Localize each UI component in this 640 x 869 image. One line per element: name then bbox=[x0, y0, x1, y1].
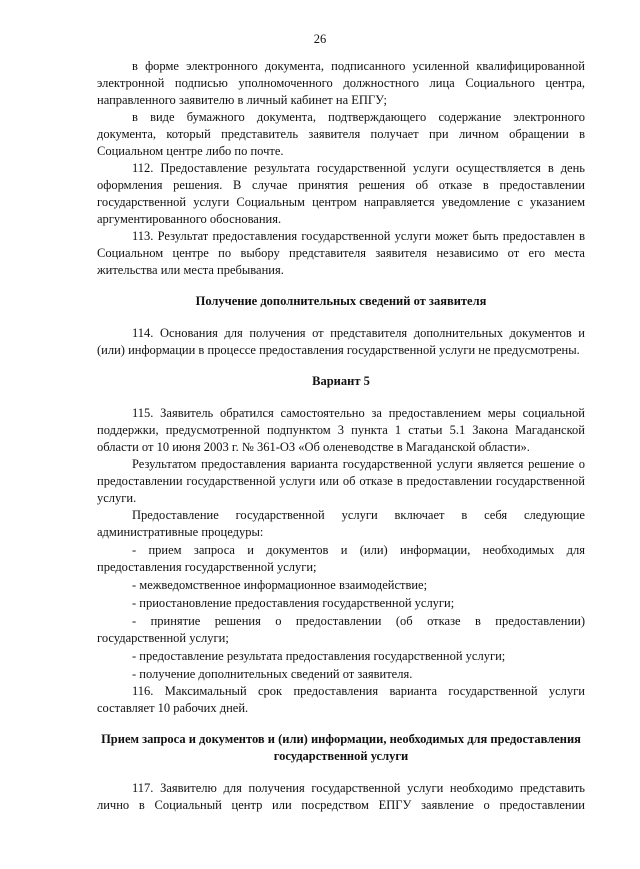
section-heading-request-intake: Прием запроса и документов и (или) информации, необходимых для предоставления государственной услуги bbox=[101, 732, 581, 763]
section-heading-additional-info: Получение дополнительных сведений от заявителя bbox=[195, 294, 487, 308]
document-body bbox=[97, 58, 585, 814]
section-heading-variant-5: Вариант 5 bbox=[312, 374, 370, 388]
list-item: - предоставление результата предоставления государственной услуги; bbox=[132, 649, 506, 663]
paragraph-115: 115. Заявитель обратился самостоятельно за предоставлением меры социальной поддержки, предусмотренной подпунктом 3 пункта 1 статьи 5.1 Закона Магаданской области от 10 июня 2003 г. № 361-ОЗ «Об оленеводстве в Магаданской области». bbox=[97, 406, 585, 454]
paragraph-116: 116. Максимальный срок предоставления варианта государственной услуги составляет 10 рабочих дней. bbox=[97, 684, 585, 715]
paragraph-112: 112. Предоставление результата государственной услуги осуществляется в день оформления решения. В случае принятия решения об отказе в предоставлении государственной услуги Социальным центром направляется уведомление с указанием аргументированного обоснования. bbox=[97, 161, 585, 226]
list-item: - получение дополнительных сведений от заявителя. bbox=[132, 667, 413, 681]
paragraph-result: Результатом предоставления варианта государственной услуги является решение о предоставлении государственной услуги или об отказе в предоставлении государственной услуги. bbox=[97, 457, 585, 505]
list-item: - принятие решения о предоставлении (об отказе в предоставлении) государственной услуги; bbox=[97, 614, 585, 645]
list-item: - межведомственное информационное взаимодействие; bbox=[132, 578, 428, 592]
list-item: - приостановление предоставления государственной услуги; bbox=[132, 596, 455, 610]
paragraph-114: 114. Основания для получения от представителя дополнительных документов и (или) информации в процессе предоставления государственной услуги не предусмотрены. bbox=[97, 326, 585, 357]
list-item: - прием запроса и документов и (или) информации, необходимых для предоставления государственной услуги; bbox=[97, 543, 585, 574]
paragraph-paper-form: в виде бумажного документа, подтверждающего содержание электронного документа, который представитель заявителя получает при личном обращении в Социальном центре либо по почте. bbox=[97, 110, 585, 158]
paragraph-117: 117. Заявителю для получения государственной услуги необходимо представить лично в Социальный центр или посредством ЕПГУ заявление о предоставлении bbox=[97, 781, 585, 812]
paragraph-electronic-form: в форме электронного документа, подписанного усиленной квалифицированной электронной подписью уполномоченного должностного лица Социального центра, направленного заявителю в личный кабинет на ЕПГУ; bbox=[97, 59, 585, 107]
page-number: 26 bbox=[313, 32, 327, 46]
paragraph-procedures: Предоставление государственной услуги включает в себя следующие административные процедуры: bbox=[97, 508, 585, 539]
paragraph-113: 113. Результат предоставления государственной услуги может быть предоставлен в Социальном центре по выбору представителя заявителя независимо от его места жительства или места пребывания. bbox=[97, 229, 585, 277]
